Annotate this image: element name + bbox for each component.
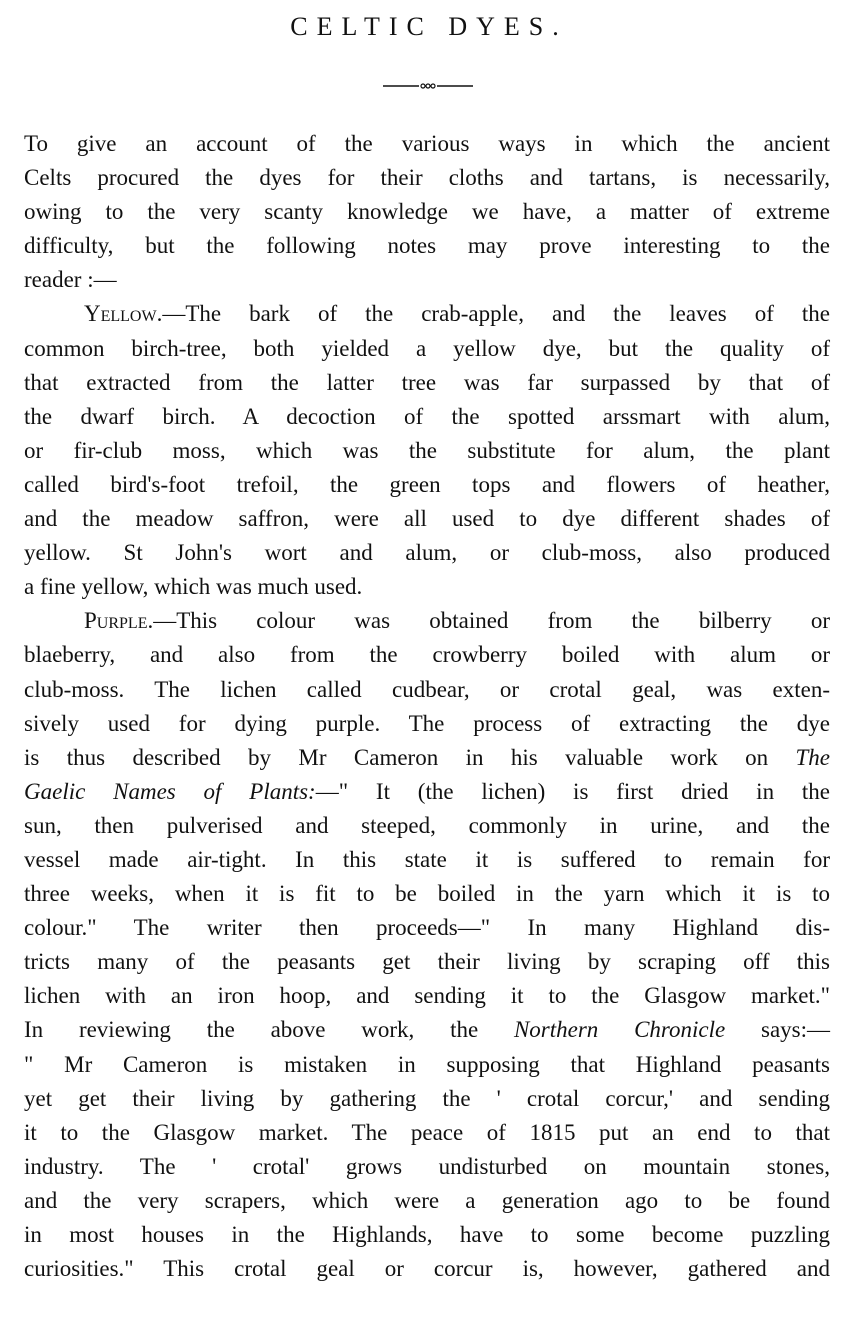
text-line: blaeberry, and also from the crowberry boiled with alum or xyxy=(24,642,830,668)
page-title: CELTIC DYES. xyxy=(290,12,568,41)
section-heading-purple: Purple. xyxy=(84,608,154,634)
text-line: that extracted from the latter tree was far surpassed by that of xyxy=(24,369,830,395)
book-title-italic: Gaelic Names of Plants: xyxy=(24,778,316,804)
text-line: is thus described by Mr Cameron in his valuable work on The xyxy=(24,744,830,770)
text-line: and the very scrapers, which were a generation ago to be found xyxy=(24,1187,830,1213)
text-line: common birch-tree, both yielded a yellow dye, but the quality of xyxy=(24,335,830,361)
text-line: called bird's-foot trefoil, the green tops and flowers of heather, xyxy=(24,471,830,497)
text-line: vessel made air-tight. In this state it is suffered to remain for xyxy=(24,846,830,872)
text-line: Celts procured the dyes for their cloths and tartans, is necessarily, xyxy=(24,165,830,191)
text-line: yellow. St John's wort and alum, or club-moss, also produced xyxy=(24,540,830,566)
text-line: Purple.—This colour was obtained from the bilberry or xyxy=(84,608,830,634)
text-line: lichen with an iron hoop, and sending it to the Glasgow market." xyxy=(24,983,830,1009)
body-text xyxy=(24,127,830,1286)
text-line: the dwarf birch. A decoction of the spotted arssmart with alum, xyxy=(24,403,830,429)
title-ornament xyxy=(383,83,473,89)
text-line: Gaelic Names of Plants:—" It (the lichen) is first dried in the xyxy=(24,778,830,804)
text-line: a fine yellow, which was much used. xyxy=(24,574,363,600)
text-line: In reviewing the above work, the Northern Chronicle says:— xyxy=(24,1017,830,1043)
text-line: it to the Glasgow market. The peace of 1815 put an end to that xyxy=(24,1119,830,1145)
text-line: sively used for dying purple. The process of extracting the dye xyxy=(24,710,830,736)
text-line: reader :— xyxy=(24,267,117,293)
text-line: curiosities." This crotal geal or corcur is, however, gathered and xyxy=(24,1256,830,1282)
text-line: Yellow.—The bark of the crab-apple, and the leaves of the xyxy=(84,301,830,327)
book-title-italic: The xyxy=(795,744,830,770)
text-line: owing to the very scanty knowledge we have, a matter of extreme xyxy=(24,199,830,225)
newspaper-title-italic: Northern Chronicle xyxy=(513,1017,726,1043)
text-line: industry. The ' crotal' grows undisturbed on mountain stones, xyxy=(24,1153,830,1179)
text-line: in most houses in the Highlands, have to some become puzzling xyxy=(24,1222,830,1247)
section-heading-yellow: Yellow. xyxy=(84,301,163,327)
text-line: yet get their living by gathering the ' crotal corcur,' and sending xyxy=(24,1085,830,1111)
text-line: tricts many of the peasants get their living by scraping off this xyxy=(24,949,830,975)
text-line: difficulty, but the following notes may prove interesting to the xyxy=(24,233,830,259)
text-line: or fir-club moss, which was the substitute for alum, the plant xyxy=(24,437,830,463)
text-line: sun, then pulverised and steeped, commonly in urine, and the xyxy=(24,812,830,838)
text-line: colour." The writer then proceeds—" In many Highland dis- xyxy=(24,915,830,941)
text-line: three weeks, when it is fit to be boiled in the yarn which it is to xyxy=(24,881,830,907)
text-line: club-moss. The lichen called cudbear, or crotal geal, was exten- xyxy=(24,676,830,702)
text-line: and the meadow saffron, were all used to dye different shades of xyxy=(24,506,830,532)
text-line: " Mr Cameron is mistaken in supposing that Highland peasants xyxy=(24,1051,830,1077)
text-line: To give an account of the various ways in which the ancient xyxy=(24,131,830,156)
